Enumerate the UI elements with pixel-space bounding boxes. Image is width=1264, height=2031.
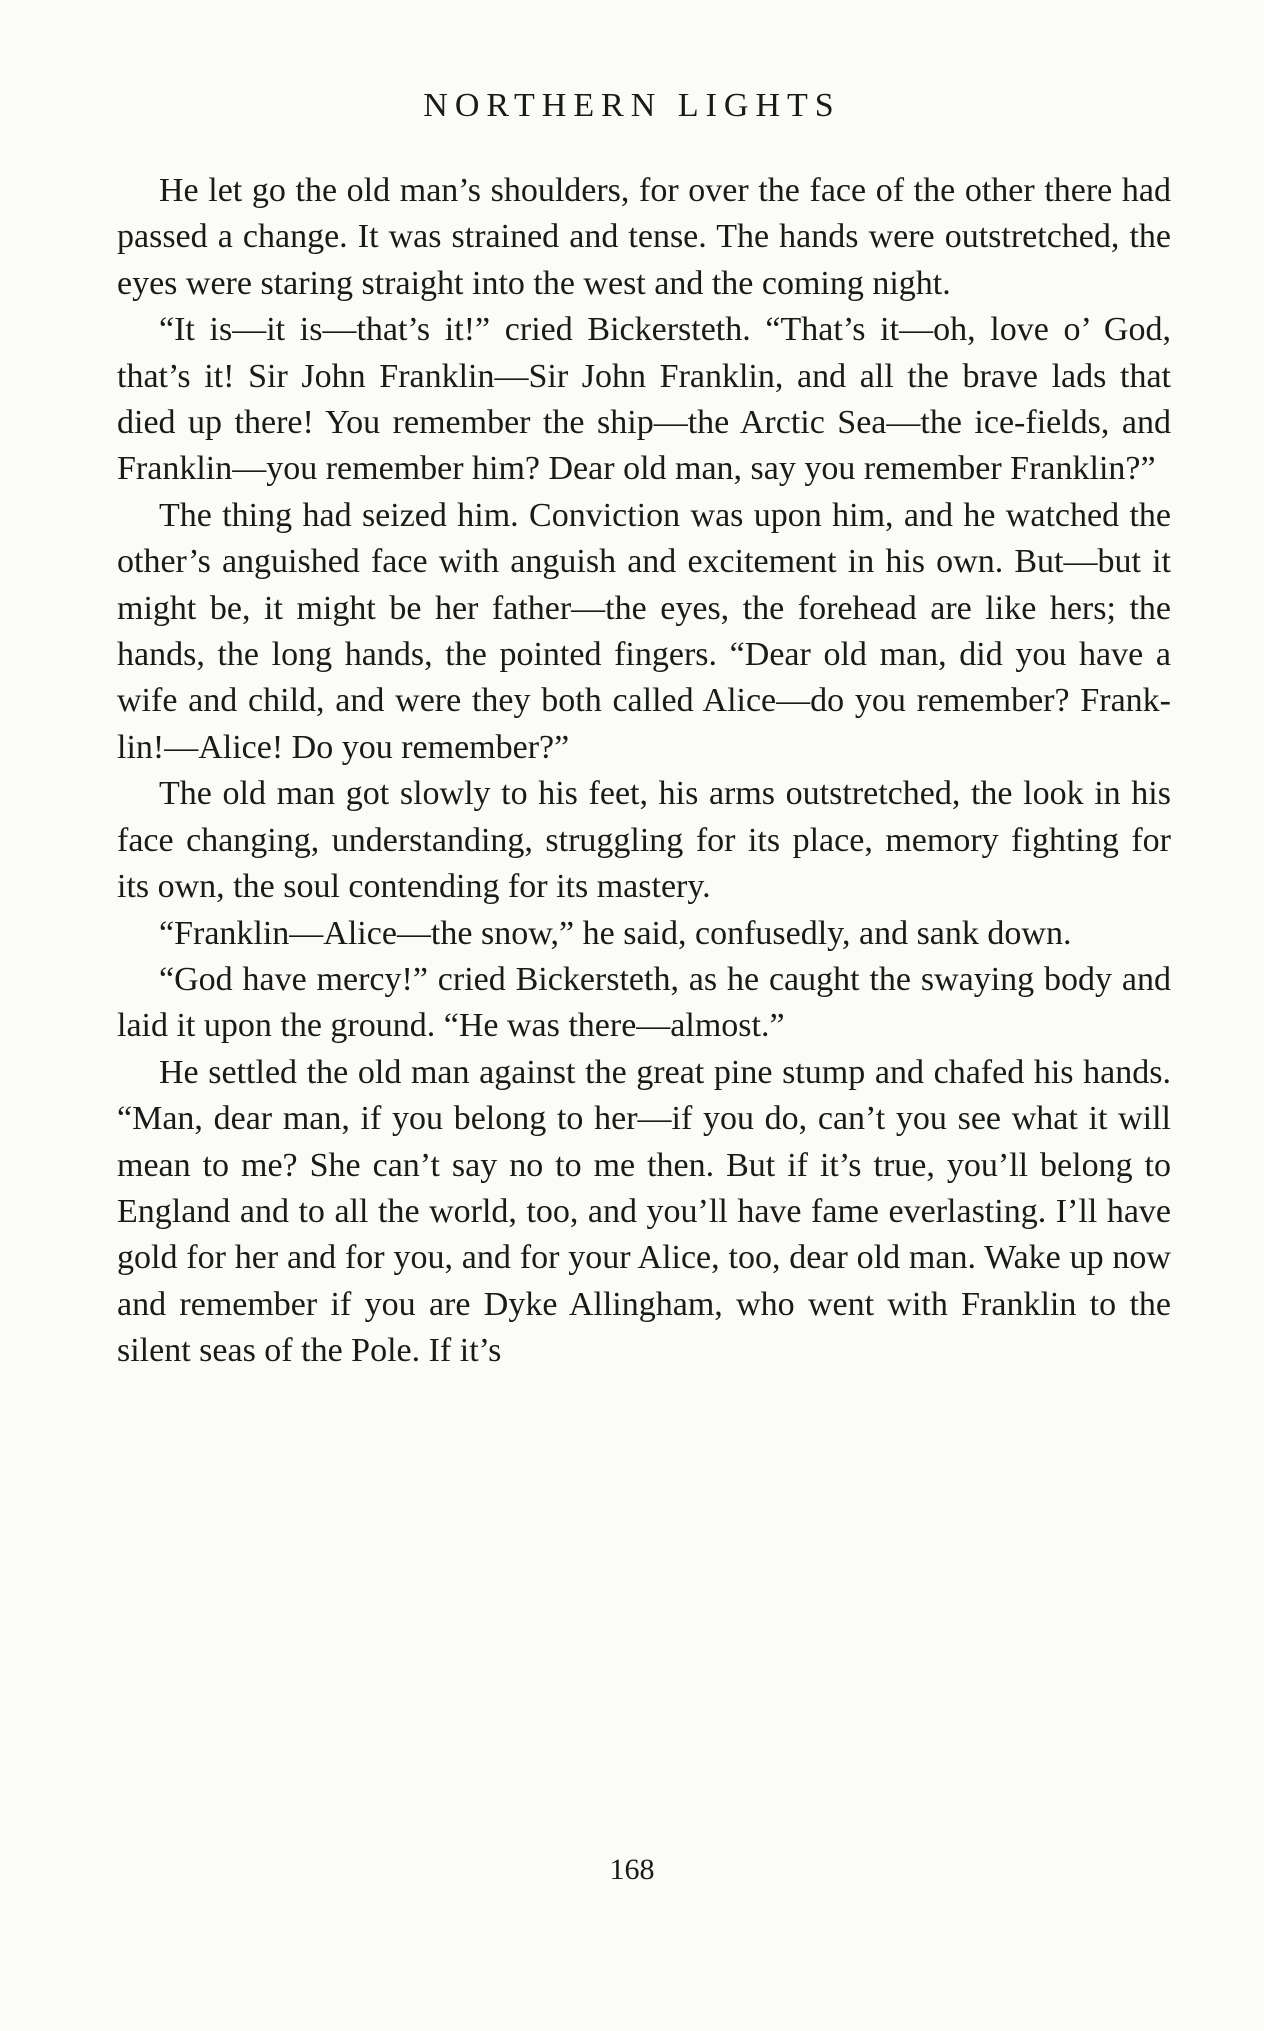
paragraph: “Franklin—Alice—the snow,” he said, confusedly, and sank down. bbox=[159, 914, 1072, 952]
paragraph: He settled the old man against the great pine stump and chafed his hands. “Man, dear man, if you belong to her—if you do, can’t you see what it will mean to me? She can’t say no to me then. But if it’s true, you’ll belong to England and to all the world, too, and you’ll have fame everlasting. I’ll have gold for her and for you, and for your Alice, too, dear old man. Wake up now and remember if you are Dyke Allingham, who went with Franklin to the silent seas of the Pole. If it’s bbox=[117, 1053, 1171, 1370]
page-number: 168 bbox=[609, 1853, 655, 1886]
paragraph: The thing had seized him. Conviction was upon him, and he watched the other’s anguished face with anguish and excitement in his own. But—but it might be, it might be her father—the eyes, the forehead are like hers; the hands, the long hands, the pointed fingers. “Dear old man, did you have a wife and child, and were they both called Alice—do you remember? Franklin!—Alice! Do you remember?” bbox=[117, 496, 1171, 766]
paragraph: “God have mercy!” cried Bickersteth, as he caught the swaying body and laid it upon the ground. “He was there—almost.” bbox=[117, 960, 1171, 1045]
paragraph: “It is—it is—that’s it!” cried Bickersteth. “That’s it—oh, love o’ God, that’s it! Sir John Franklin—Sir John Franklin, and all the brave lads that died up there! You remember the ship—the Arctic Sea—the ice-fields, and Franklin—you remember him? Dear old man, say you remember Franklin?” bbox=[117, 311, 1171, 488]
paragraph: He let go the old man’s shoulders, for over the face of the other there had passed a change. It was strained and tense. The hands were outstretched, the eyes were staring straight into the west and the coming night. bbox=[117, 172, 1171, 302]
body-text bbox=[117, 168, 1171, 1375]
running-head: NORTHERN LIGHTS bbox=[423, 87, 841, 124]
paragraph: The old man got slowly to his feet, his arms outstretched, the look in his face changing, understanding, struggling for its place, memory fighting for its own, the soul contending for its mastery. bbox=[117, 775, 1171, 906]
